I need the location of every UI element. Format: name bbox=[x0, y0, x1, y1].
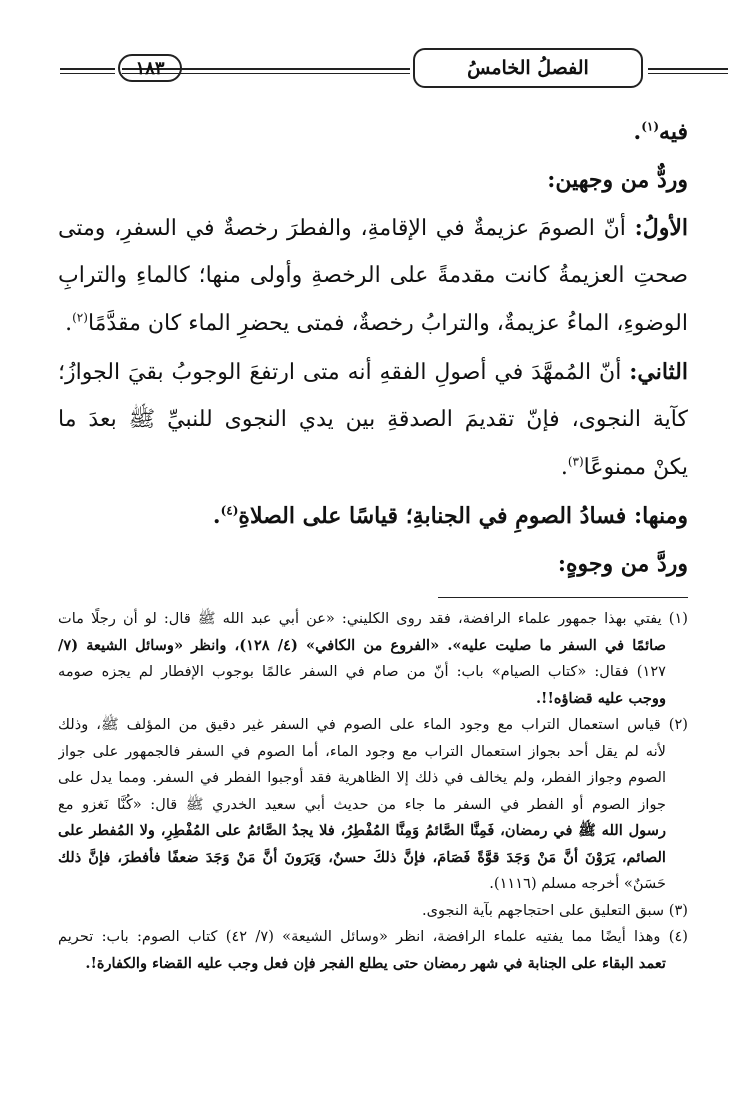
line-text: أنّ المُمهَّدَ في أصولِ الفقهِ أنه متى ارتفعَ الوجوبُ بقيَ الجوازُ؛ bbox=[58, 360, 622, 385]
running-header bbox=[0, 48, 750, 92]
footnote-line: تعمد البقاء على الجنابة في شهر رمضان حتى يطلع الفجر فإن فعل وجب عليه القضاء والكفارة!. bbox=[85, 954, 666, 972]
section-heading: وردٌّ من وجهين: bbox=[547, 167, 688, 193]
line-end: . bbox=[65, 311, 73, 336]
footnote-line: صائمًا في السفر ما صليت عليه». «الفروع من الكافي» (٤/ ١٢٨)، وانظر «وسائل الشيعة (٧/ bbox=[58, 636, 666, 654]
text-line: كآية النجوى، فإنّ تقديمَ الصدقةِ بين يدي النجوى للنبيِّ ﷺ بعدَ ما bbox=[58, 407, 688, 432]
line-end: . bbox=[560, 455, 568, 480]
page-number: ١٨٣ bbox=[118, 54, 182, 82]
text-line bbox=[58, 108, 688, 156]
chapter-title: الفصلُ الخامسُ bbox=[413, 48, 643, 88]
footnote-line: (٤) وهذا أيضًا مما يفتيه علماء الرافضة، انظر «وسائل الشيعة» (٧/ ٤٢) كتاب الصوم: باب: تحريم bbox=[58, 928, 688, 945]
footnote-line: رسول الله ﷺ في رمضان، فَمِنَّا الصَّائمُ وَمِنَّا المُفْطِرُ، فلا يجدُ الصَّائمُ على المُفْطِرِ، ولا المُفطر على bbox=[58, 822, 666, 839]
footnote-ref: (٤) bbox=[220, 503, 239, 518]
section-heading: وردَّ من وجوهٍ: bbox=[557, 551, 688, 577]
footnote-ref: (١) bbox=[641, 119, 660, 134]
footnote-line: ووجب عليه قضاؤه!!. bbox=[535, 689, 666, 707]
point-label: ومنها: bbox=[633, 503, 688, 529]
line-text: فيه bbox=[659, 119, 688, 145]
text-line bbox=[58, 444, 688, 492]
text-line: صحتِ العزيمةُ كانت مقدمةً على الرخصةِ وأولى منها؛ كالماءِ والترابِ bbox=[58, 263, 688, 288]
line-end: . bbox=[212, 503, 221, 529]
line-text: أنّ الصومَ عزيمةٌ في الإقامةِ، والفطرَ رخصةٌ في السفرِ، ومتى bbox=[58, 216, 626, 241]
footnote-line: حَسَنٌ» أخرجه مسلم (١١١٦). bbox=[489, 875, 666, 892]
main-text bbox=[58, 108, 688, 588]
footnote-line: جواز الصوم أو الفطر في السفر ما جاء من حديث أبي سعيد الخدري ﷺ قال: «كُنَّا نَغزو مع bbox=[58, 795, 666, 813]
line-text: يكنْ ممنوعًا bbox=[583, 455, 688, 480]
footnote-line: (٢) قياس استعمال التراب مع وجود الماء على الصوم في السفر غير دقيق من المؤلف ﷺ، وذلك bbox=[58, 716, 688, 733]
footnote-separator bbox=[438, 597, 688, 598]
line-text: فسادُ الصومِ في الجنابةِ؛ قياسًا على الصلاةِ bbox=[238, 503, 627, 529]
footnote-line: الصوم وجواز الفطر، ولم يخالف في ذلك إلا الظاهرية فقد أوجبوا الفطر في السفر. ومما يدل على bbox=[58, 769, 666, 786]
text-line bbox=[58, 492, 688, 540]
header-rule-right bbox=[648, 68, 728, 74]
footnotes bbox=[58, 606, 688, 977]
text-line bbox=[58, 204, 688, 252]
footnote-line: (٣) سبق التعليق على احتجاجهم بآية النجوى. bbox=[421, 901, 688, 919]
footnote-line: الصائم، يَرَوْنَ أنَّ مَنْ وَجَدَ قوَّةً فَصَامَ، فإنَّ ذلكَ حسنٌ، وَيَرَونَ أنَّ مَنْ وَجَدَ ضعفًا فأفطرَ، فإنَّ ذلك bbox=[58, 848, 666, 866]
line-end: . bbox=[633, 119, 642, 145]
footnote-line: (١) يفتي بهذا جمهور علماء الرافضة، فقد روى الكليني: «عن أبي عبد الله ﷺ قال: لو أن رجلًا مات bbox=[58, 610, 688, 627]
footnote-line: ١٢٧) فقال: «كتاب الصيام» باب: أنّ من صام في السفر عالمًا بوجوب الإفطار لم يجزه صومه bbox=[58, 663, 666, 680]
header-rule-left bbox=[60, 68, 115, 74]
footnote-line: لأنه لم يقل أحد بجواز استعمال التراب مع وجود الماء، أما الصوم في السفر فالجمهور على جواز bbox=[58, 742, 666, 760]
footnote-ref: (٢) bbox=[72, 310, 88, 325]
text-line bbox=[58, 300, 688, 348]
footnote-ref: (٣) bbox=[567, 454, 584, 469]
point-label: الثاني: bbox=[629, 359, 688, 385]
line-text: الوضوءِ، الماءُ عزيمةٌ، والترابُ رخصةٌ، فمتى يحضرِ الماء كان مقدَّمًا bbox=[87, 311, 688, 336]
point-label: الأولُ: bbox=[634, 215, 688, 241]
text-line bbox=[58, 348, 688, 396]
